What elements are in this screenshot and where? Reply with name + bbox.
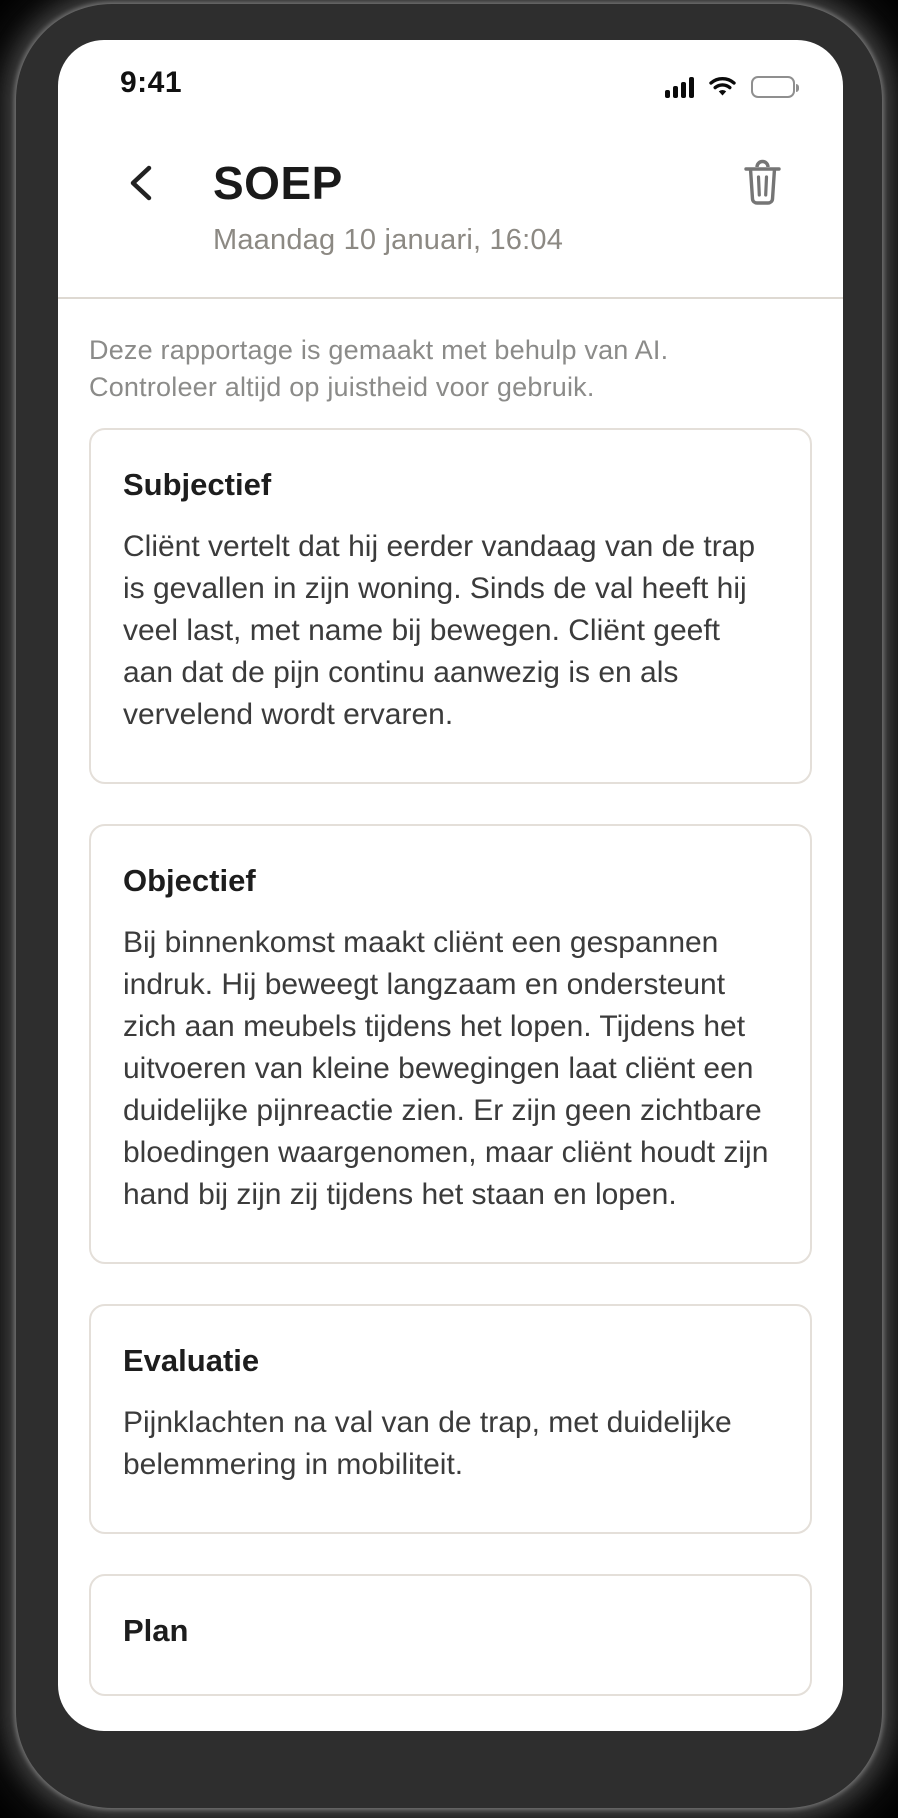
wifi-icon bbox=[707, 76, 738, 98]
card-title: Objectief bbox=[123, 863, 256, 898]
page-title: SOEP bbox=[213, 157, 343, 209]
card-title: Subjectief bbox=[123, 467, 272, 502]
phone-screen bbox=[58, 40, 843, 1731]
delete-button[interactable] bbox=[742, 160, 783, 206]
header bbox=[58, 157, 843, 259]
card-subjectief bbox=[89, 428, 812, 784]
scroll-area[interactable] bbox=[58, 299, 843, 1648]
back-button[interactable] bbox=[125, 164, 157, 202]
header-titles bbox=[213, 157, 564, 259]
card-objectief bbox=[89, 824, 812, 1264]
signal-icon bbox=[665, 77, 694, 98]
card-title: Plan bbox=[123, 1613, 189, 1648]
status-bar bbox=[58, 40, 843, 100]
card-title: Evaluatie bbox=[123, 1343, 260, 1378]
card-body: Bij binnenkomst maakt cliënt een gespannen indruk. Hij beweegt langzaam en ondersteunt zich aan meubels tijdens het lopen. Tijdens het uitvoeren van kleine bewegingen laat cliënt een duidelijke pijnreactie zien. Er zijn geen zichtbare bloedingen waargenomen, maar cliënt houdt zijn hand bij zijn zij tijdens het staan en lopen. bbox=[123, 926, 769, 1211]
phone-frame bbox=[16, 4, 882, 1808]
card-plan bbox=[89, 1574, 812, 1696]
trash-icon bbox=[742, 194, 783, 209]
card-body: Cliënt vertelt dat hij eerder vandaag van de trap is gevallen in zijn woning. Sinds de val heeft hij veel last, met name bij bewegen. Cliënt geeft aan dat de pijn continu aanwezig is en als vervelend wordt ervaren. bbox=[123, 530, 756, 731]
page-subtitle: Maandag 10 januari, 16:04 bbox=[213, 224, 564, 256]
chevron-left-icon bbox=[125, 190, 157, 205]
card-body: Pijnklachten na val van de trap, met duidelijke belemmering in mobiliteit. bbox=[123, 1406, 732, 1481]
ai-disclaimer: Deze rapportage is gemaakt met behulp van AI. Controleer altijd op juistheid voor gebruik. bbox=[89, 335, 669, 402]
card-evaluatie bbox=[89, 1304, 812, 1534]
battery-icon bbox=[751, 76, 795, 98]
status-icons bbox=[665, 76, 795, 100]
status-time: 9:41 bbox=[120, 66, 183, 99]
